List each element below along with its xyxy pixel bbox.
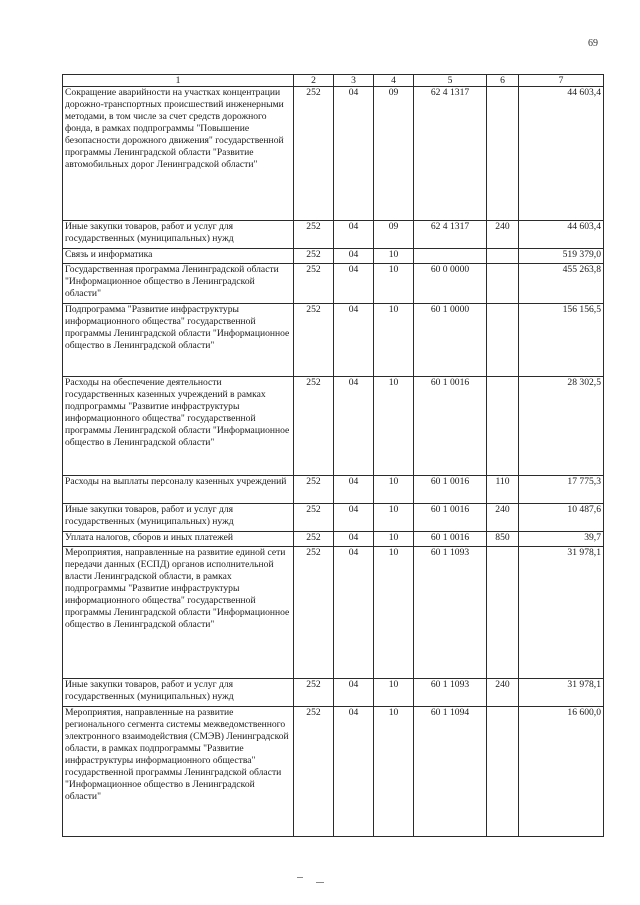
header-cell: 3 — [334, 75, 374, 87]
cell-expense-type — [487, 249, 519, 264]
cell-section: 04 — [334, 249, 374, 264]
cell-expense-type — [487, 264, 519, 304]
table-row — [63, 377, 604, 476]
cell-section: 04 — [334, 87, 374, 221]
scan-artifact — [316, 882, 324, 883]
cell-expense-type — [487, 304, 519, 377]
cell-section: 04 — [334, 304, 374, 377]
row-name: Подпрограмма "Развитие инфраструктуры информационного общества" государственной программы Ленинградской области "Информационное общество в Ленинградской области" — [63, 304, 294, 377]
cell-expense-type — [487, 87, 519, 221]
cell-subsection: 10 — [374, 476, 414, 504]
table-row — [63, 707, 604, 837]
cell-section: 04 — [334, 679, 374, 707]
cell-target-code: 60 1 0016 — [414, 377, 487, 476]
cell-section: 04 — [334, 532, 374, 547]
cell-expense-type: 240 — [487, 221, 519, 249]
cell-subsection: 10 — [374, 707, 414, 837]
table-row — [63, 504, 604, 532]
cell-amount: 44 603,4 — [519, 87, 604, 221]
cell-target-code: 60 0 0000 — [414, 264, 487, 304]
cell-ministry: 252 — [294, 264, 334, 304]
row-name: Расходы на обеспечение деятельности государственных казенных учреждений в рамках подпрограммы "Развитие инфраструктуры информационного общества" государственной программы Ленинградской области "Информационное общество в Ленинградской области" — [63, 377, 294, 476]
table-row — [63, 532, 604, 547]
table-row — [63, 221, 604, 249]
cell-expense-type: 240 — [487, 679, 519, 707]
cell-subsection: 10 — [374, 547, 414, 679]
row-name: Уплата налогов, сборов и иных платежей — [63, 532, 294, 547]
row-name: Мероприятия, направленные на развитие регионального сегмента системы межведомственного электронного взаимодействия (СМЭВ) Ленинградской области, в рамках подпрограммы "Развитие инфраструктуры информационного общества" государственной программы Ленинградской области "Информационное общество в Ленинградской области" — [63, 707, 294, 837]
header-cell: 2 — [294, 75, 334, 87]
table-row — [63, 249, 604, 264]
cell-ministry: 252 — [294, 221, 334, 249]
cell-amount: 10 487,6 — [519, 504, 604, 532]
row-name: Сокращение аварийности на участках концентрации дорожно-транспортных происшествий инженерными методами, в том числе за счет средств дорожного фонда, в рамках подпрограммы "Повышение безопасности дорожного движения" государственной программы Ленинградской области "Развитие автомобильных дорог Ленинградской области" — [63, 87, 294, 221]
row-name: Мероприятия, направленные на развитие единой сети передачи данных (ЕСПД) органов исполнительной власти Ленинградской области, в рамках подпрограммы "Развитие инфраструктуры информационного общества" государственной программы Ленинградской области "Информационное общество в Ленинградской области" — [63, 547, 294, 679]
row-name: Связь и информатика — [63, 249, 294, 264]
cell-subsection: 10 — [374, 504, 414, 532]
table-row — [63, 87, 604, 221]
cell-ministry: 252 — [294, 707, 334, 837]
cell-amount: 519 379,0 — [519, 249, 604, 264]
row-name: Государственная программа Ленинградской области "Информационное общество в Ленинградской области" — [63, 264, 294, 304]
cell-expense-type — [487, 377, 519, 476]
cell-amount: 31 978,1 — [519, 679, 604, 707]
cell-section: 04 — [334, 377, 374, 476]
scan-artifact — [297, 877, 303, 878]
cell-target-code: 60 1 1094 — [414, 707, 487, 837]
cell-target-code: 62 4 1317 — [414, 221, 487, 249]
cell-target-code: 60 1 1093 — [414, 547, 487, 679]
cell-subsection: 09 — [374, 221, 414, 249]
header-cell: 5 — [414, 75, 487, 87]
cell-subsection: 10 — [374, 264, 414, 304]
row-name: Иные закупки товаров, работ и услуг для государственных (муниципальных) нужд — [63, 504, 294, 532]
page-number: 69 — [588, 38, 598, 49]
cell-ministry: 252 — [294, 679, 334, 707]
row-name: Иные закупки товаров, работ и услуг для государственных (муниципальных) нужд — [63, 679, 294, 707]
cell-amount: 31 978,1 — [519, 547, 604, 679]
table-row — [63, 476, 604, 504]
cell-subsection: 10 — [374, 377, 414, 476]
cell-subsection: 09 — [374, 87, 414, 221]
cell-expense-type — [487, 547, 519, 679]
cell-expense-type: 850 — [487, 532, 519, 547]
cell-expense-type: 240 — [487, 504, 519, 532]
table-row — [63, 264, 604, 304]
cell-section: 04 — [334, 707, 374, 837]
header-cell: 1 — [63, 75, 294, 87]
cell-ministry: 252 — [294, 504, 334, 532]
cell-subsection: 10 — [374, 679, 414, 707]
cell-expense-type — [487, 707, 519, 837]
cell-subsection: 10 — [374, 304, 414, 377]
table-row — [63, 304, 604, 377]
cell-expense-type: 110 — [487, 476, 519, 504]
header-cell: 6 — [487, 75, 519, 87]
cell-amount: 39,7 — [519, 532, 604, 547]
cell-amount: 28 302,5 — [519, 377, 604, 476]
cell-target-code — [414, 249, 487, 264]
cell-amount: 16 600,0 — [519, 707, 604, 837]
cell-amount: 455 263,8 — [519, 264, 604, 304]
cell-ministry: 252 — [294, 532, 334, 547]
table-row — [63, 679, 604, 707]
row-name: Расходы на выплаты персоналу казенных учреждений — [63, 476, 294, 504]
cell-ministry: 252 — [294, 304, 334, 377]
cell-target-code: 60 1 0016 — [414, 504, 487, 532]
cell-amount: 17 775,3 — [519, 476, 604, 504]
cell-section: 04 — [334, 547, 374, 679]
cell-target-code: 60 1 0000 — [414, 304, 487, 377]
cell-amount: 44 603,4 — [519, 221, 604, 249]
cell-section: 04 — [334, 476, 374, 504]
cell-section: 04 — [334, 221, 374, 249]
cell-target-code: 60 1 0016 — [414, 532, 487, 547]
header-cell: 4 — [374, 75, 414, 87]
header-row — [63, 75, 604, 87]
table-row — [63, 547, 604, 679]
cell-target-code: 60 1 1093 — [414, 679, 487, 707]
cell-ministry: 252 — [294, 249, 334, 264]
cell-target-code: 62 4 1317 — [414, 87, 487, 221]
cell-ministry: 252 — [294, 377, 334, 476]
cell-ministry: 252 — [294, 547, 334, 679]
cell-section: 04 — [334, 264, 374, 304]
cell-section: 04 — [334, 504, 374, 532]
cell-subsection: 10 — [374, 532, 414, 547]
budget-table — [62, 74, 604, 837]
header-cell: 7 — [519, 75, 604, 87]
cell-amount: 156 156,5 — [519, 304, 604, 377]
cell-target-code: 60 1 0016 — [414, 476, 487, 504]
cell-ministry: 252 — [294, 476, 334, 504]
cell-ministry: 252 — [294, 87, 334, 221]
cell-subsection: 10 — [374, 249, 414, 264]
row-name: Иные закупки товаров, работ и услуг для государственных (муниципальных) нужд — [63, 221, 294, 249]
